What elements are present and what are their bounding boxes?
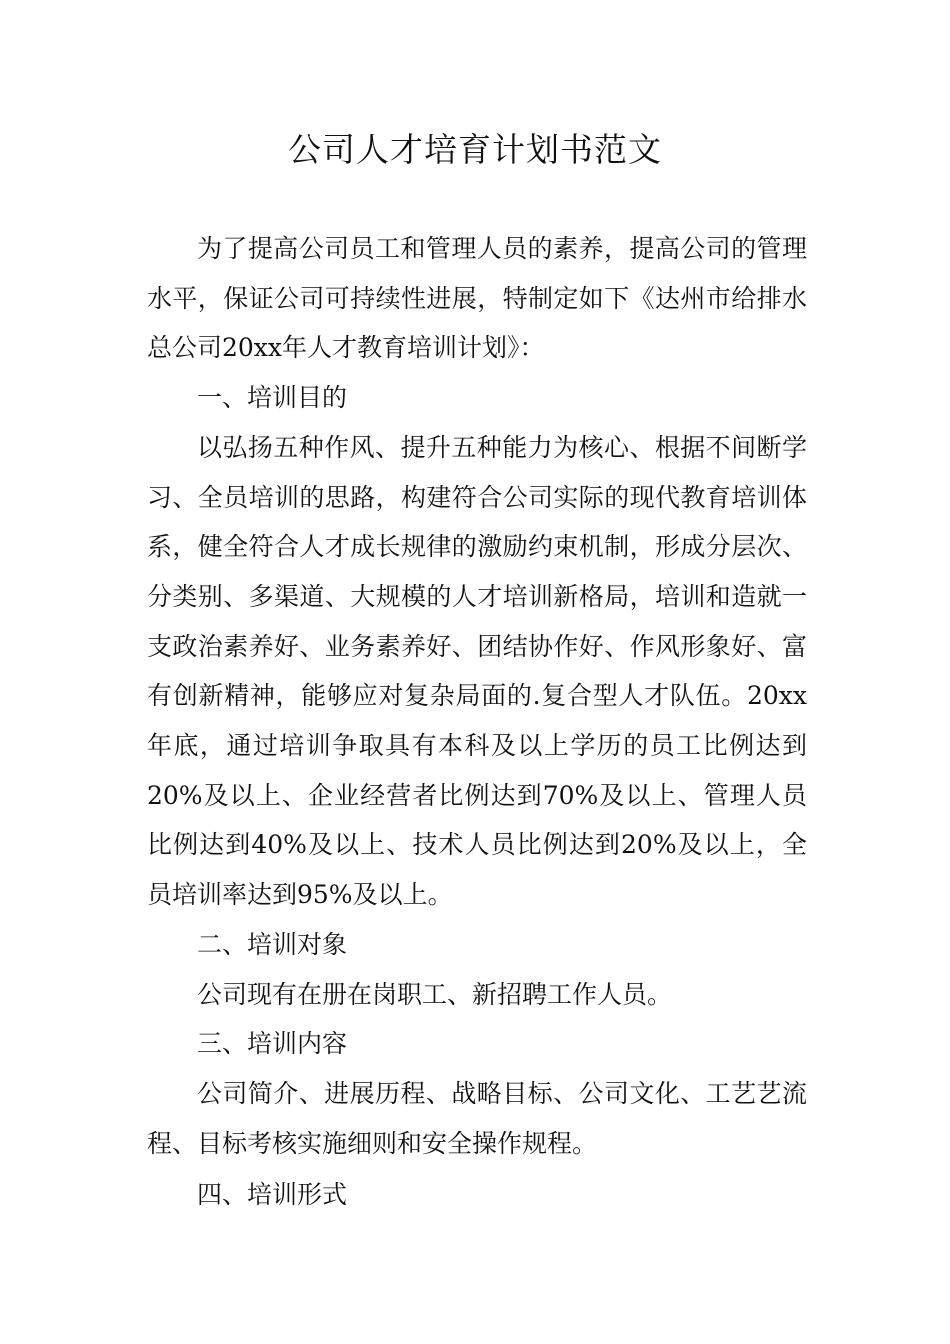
section-heading-training-purpose: 一、培训目的 — [197, 383, 348, 413]
section-heading-training-target: 二、培训对象 — [197, 929, 348, 959]
section-heading-training-content: 三、培训内容 — [197, 1029, 348, 1059]
document-title: 公司人才培育计划书范文 — [288, 130, 662, 169]
training-target-paragraph: 公司现有在册在岗职工、新招聘工作人员。 — [197, 979, 673, 1009]
section-heading-training-form: 四、培训形式 — [197, 1180, 348, 1210]
training-content-paragraph: 公司简介、进展历程、战略目标、公司文化、工艺艺流程、目标考核实施细则和安全操作规程。 — [147, 1078, 807, 1158]
training-purpose-paragraph: 以弘扬五种作风、提升五种能力为核心、根据不间断学习、全员培训的思路，构建符合公司实际的现代教育培训体系，健全符合人才成长规律的激励约束机制，形成分层次、分类别、多渠道、大规模的人才培训新格局，培训和造就一支政治素养好、业务素养好、团结协作好、作风形象好、富有创新精神，能够应对复杂局面的.复合型人才队伍。20xx年底，通过培训争取具有本科及以上学历的员工比例达到20%及以上、企业经营者比例达到70%及以上、管理人员比例达到40%及以上、技术人员比例达到20%及以上，全员培训率达到95%及以上。 — [147, 432, 807, 910]
document-body — [147, 224, 807, 1220]
intro-paragraph: 为了提高公司员工和管理人员的素养，提高公司的管理水平，保证公司可持续性进展，特制定如下《达州市给排水总公司20xx年人才教育培训计划》： — [147, 234, 807, 363]
